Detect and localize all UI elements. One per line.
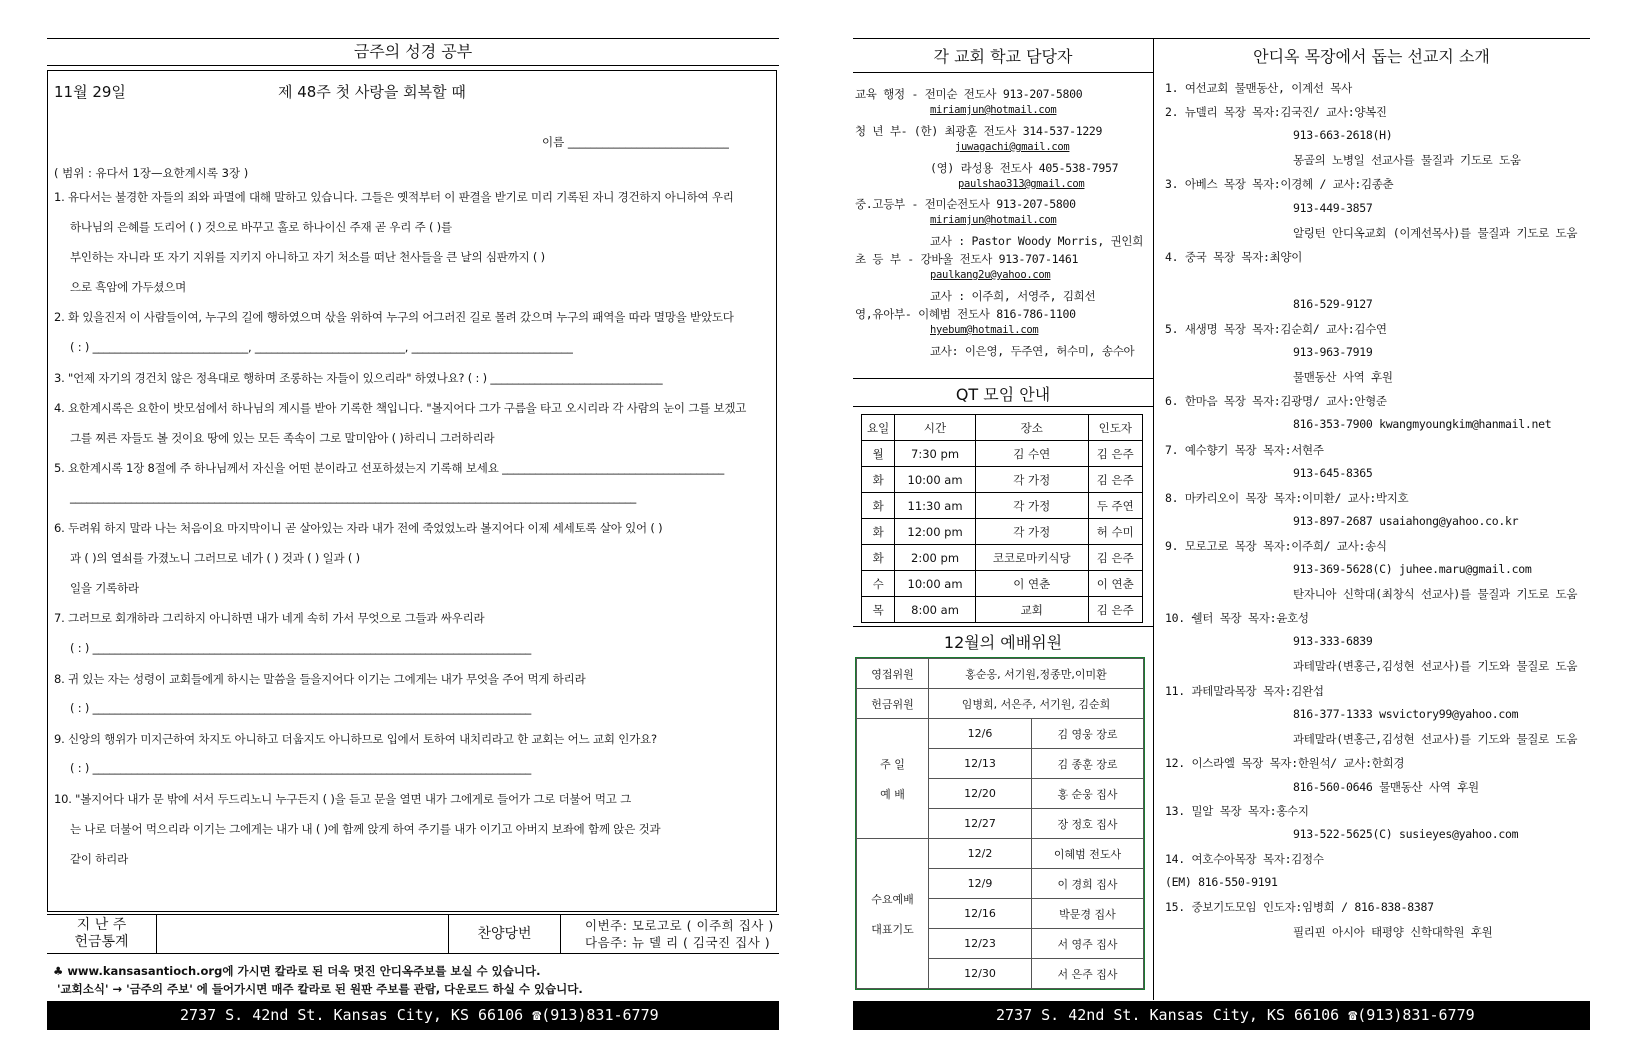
address-footer: 2737 S. 42nd St. Kansas City, KS 66106 ☎(913)831-6779 xyxy=(47,1001,779,1030)
study-date: 11월 29일 xyxy=(54,83,126,101)
mission-line: 물맨동산 사역 후원 xyxy=(1293,370,1393,385)
bible-study-heading: 금주의 성경 공부 xyxy=(47,38,779,66)
table-row xyxy=(862,467,1143,493)
study-scope: ( 범위 : 유다서 1장—요한계시록 3장 ) xyxy=(54,166,249,180)
table-row xyxy=(857,839,1144,869)
study-title: 제 48주 첫 사랑을 회복할 때 xyxy=(278,83,466,101)
question-line: 부인하는 자니라 또 자기 지위를 지키지 아니하고 자기 처소를 떠난 천사들을 큰 날의 심판까지 ( ) xyxy=(70,250,545,265)
offering-stats-value xyxy=(157,915,449,953)
qt-cell: 각 가정 xyxy=(975,493,1088,519)
mission-line: 8. 마카리오이 목장 목자:이미환/ 교사:박지호 xyxy=(1165,490,1409,505)
qt-header-cell: 요일 xyxy=(862,415,895,441)
service-date: 12/23 xyxy=(929,929,1032,959)
service-date: 12/9 xyxy=(929,869,1032,899)
qt-header-cell: 장소 xyxy=(975,415,1088,441)
question-line: 4. 요한계시록은 요한이 밧모섬에서 하나님의 계시를 받아 기록한 책입니다. "볼지어다 그가 구름을 타고 오시리라 각 사람의 눈이 그를 보겠고 xyxy=(54,400,747,415)
choir-next-week: 다음주: 뉴 델 리 ( 김국진 집사 ) xyxy=(585,935,771,950)
staff-line: 초 등 부 - 강바울 전도사 913-707-1461 xyxy=(855,252,1079,266)
mission-line: 필리핀 아시아 태평양 신학대학원 후원 xyxy=(1293,924,1493,939)
mission-line: 과테말라(변홍근,김성현 선교사)를 기도와 물질로 도움 xyxy=(1293,731,1578,746)
sunday-service-label-line1: 주 일 xyxy=(880,757,905,771)
mission-line: 탄자니아 신학대(최창식 선교사)를 물질과 기도로 도움 xyxy=(1293,587,1578,602)
prayer-leader: 홍 순웅 집사 xyxy=(1032,779,1144,809)
question-line: 6. 두려워 하지 말라 나는 처음이요 마지막이니 곧 살아있는 자라 내가 전에 죽었었노라 볼지어다 이제 세세토록 살아 있어 ( ) xyxy=(54,521,663,536)
question-line: ( : ) _______________________________________________________________________________ xyxy=(70,640,532,655)
staff-line: 교육 행정 - 전미순 전도사 913-207-5800 xyxy=(855,87,1083,101)
mission-line: 913-963-7919 xyxy=(1293,345,1373,360)
table-header-row xyxy=(862,415,1143,441)
question-line: 하나님의 은혜를 도리어 ( ) 것으로 바꾸고 홀로 하나이신 주재 곧 우리 주 ( )를 xyxy=(70,220,452,235)
mission-line: 3. 아베스 목장 목자:이경헤 / 교사:김종춘 xyxy=(1165,177,1394,192)
offering-label-line1: 지 난 주 xyxy=(76,917,127,933)
offering-label: 헌금위원 xyxy=(857,689,929,719)
name-field: 이름 ____________________________ xyxy=(542,135,729,149)
question-line: 같이 하리라 xyxy=(70,852,128,867)
question-line: 과 ( )의 열쇠를 가졌노니 그러므로 네가 ( ) 것과 ( ) 일과 ( ) xyxy=(70,551,360,566)
mission-line: 816-560-0646 물맨동산 사역 후원 xyxy=(1293,779,1479,794)
wednesday-service-label-line1: 수요예배 xyxy=(871,892,914,906)
qt-cell: 화 xyxy=(862,467,895,493)
prayer-leader: 서 영주 집사 xyxy=(1032,929,1144,959)
question-line: 는 나로 더불어 먹으리라 이기는 그에게는 내가 내 ( )에 함께 앉게 하여 주기를 내가 이기고 아버지 보좌에 함께 앉은 것과 xyxy=(70,822,661,837)
mission-line: 816-529-9127 xyxy=(1293,296,1373,311)
staff-line: 청 년 부- (한) 최광훈 전도사 314-537-1229 xyxy=(855,124,1103,138)
website-notice: ♣ www.kansasantioch.org에 가시면 칼라로 된 더욱 멋진 안디옥주보를 보실 수 있습니다. xyxy=(53,964,541,978)
qt-cell: 7:30 pm xyxy=(895,441,976,467)
wednesday-service-label-line2: 대표기도 xyxy=(871,922,914,936)
qt-cell: 이 연춘 xyxy=(1088,571,1142,597)
mission-line: 913-333-6839 xyxy=(1293,634,1373,649)
prayer-leader: 장 정호 집사 xyxy=(1032,809,1144,839)
question-line: 2. 화 있을진저 이 사람들이여, 누구의 길에 행하였으며 삯을 위하여 누구의 어그러진 길로 몰려 갔으며 누구의 패역을 따라 멸망을 받았도다 xyxy=(54,310,734,325)
question-line: 10. "볼지어다 내가 문 밖에 서서 두드리노니 누구든지 ( )을 듣고 문을 열면 내가 그에게로 들어가 그로 더불어 먹고 그 xyxy=(54,792,631,806)
mission-line: 6. 한마음 목장 목자:김광명/ 교사:안형준 xyxy=(1165,394,1387,409)
table-row xyxy=(862,519,1143,545)
qt-header-cell: 인도자 xyxy=(1088,415,1142,441)
qt-cell: 화 xyxy=(862,493,895,519)
mission-line: 2. 뉴델리 목장 목자:김국진/ 교사:양복진 xyxy=(1165,105,1387,120)
qt-cell: 8:00 am xyxy=(895,597,976,623)
table-row xyxy=(862,493,1143,519)
mission-line: 15. 중보기도모임 인도자:임병희 / 816-838-8387 xyxy=(1165,900,1434,915)
qt-cell: 허 수미 xyxy=(1088,519,1142,545)
mission-line: 7. 예수향기 목장 목자:서현주 xyxy=(1165,442,1324,457)
qt-cell: 두 주연 xyxy=(1088,493,1142,519)
question-line: 일을 기록하라 xyxy=(70,581,139,596)
prayer-leader: 김 종훈 장로 xyxy=(1032,749,1144,779)
qt-cell: 김 은주 xyxy=(1088,545,1142,571)
choir-this-week: 이번주: 모로고로 ( 이주희 집사 ) xyxy=(585,918,774,933)
mission-line: (EM) 816-550-9191 xyxy=(1165,875,1278,890)
qt-cell: 화 xyxy=(862,519,895,545)
question-line: ( : ) ____________________________, ___________________________, _____________________________ xyxy=(70,339,573,354)
mission-line: 913-645-8365 xyxy=(1293,465,1373,480)
staff-line: 교사 : Pastor Woody Morris, 권인희 xyxy=(930,234,1144,248)
table-row xyxy=(862,571,1143,597)
question-line: 1. 유다서는 불경한 자들의 죄와 파멸에 대해 말하고 있습니다. 그들은 옛적부터 이 판결을 받기로 미리 기록된 자니 경건하지 아니하여 우리 xyxy=(54,190,734,204)
prayer-leader: 박문경 집사 xyxy=(1032,899,1144,929)
wednesday-service-label xyxy=(857,839,929,989)
offering-names: 임병희, 서은주, 서기원, 김순희 xyxy=(929,689,1144,719)
greeters-label: 영접위원 xyxy=(857,659,929,689)
mission-line: 9. 모로고로 목장 목자:이주희/ 교사:송식 xyxy=(1165,538,1387,553)
staff-email: miriamjun@hotmail.com xyxy=(930,214,1057,226)
mission-line: 816-377-1333 wsvictory99@yahoo.com xyxy=(1293,706,1519,721)
offering-label-line2: 헌금통계 xyxy=(74,934,129,950)
mission-line: 913-449-3857 xyxy=(1293,200,1373,215)
table-row xyxy=(862,545,1143,571)
table-row xyxy=(857,719,1144,749)
qt-cell: 10:00 am xyxy=(895,571,976,597)
qt-table xyxy=(861,414,1143,623)
mission-line: 10. 쉘터 목장 목자:윤호성 xyxy=(1165,611,1309,626)
staff-email: hyebum@hotmail.com xyxy=(930,324,1039,336)
qt-cell: 김 은주 xyxy=(1088,441,1142,467)
staff-line: 교사 : 이주희, 서영주, 김희선 xyxy=(930,289,1096,303)
prayer-leader: 서 은주 집사 xyxy=(1032,959,1144,989)
qt-cell: 2:00 pm xyxy=(895,545,976,571)
staff-line: 중.고등부 - 전미순전도사 913-207-5800 xyxy=(855,197,1076,211)
mission-line: 몽골의 노병일 선교사를 물질과 기도로 도움 xyxy=(1293,153,1521,168)
qt-cell: 각 가정 xyxy=(975,467,1088,493)
staff-line: 교사: 이은영, 두주연, 허수미, 송수아 xyxy=(930,344,1135,358)
mission-line: 13. 밀알 목장 목자:홍수지 xyxy=(1165,804,1309,818)
qt-cell: 목 xyxy=(862,597,895,623)
qt-cell: 10:00 am xyxy=(895,467,976,493)
table-row xyxy=(857,659,1144,689)
prayer-leader: 이혜범 전도사 xyxy=(1032,839,1144,869)
staff-email: paulkang2u@yahoo.com xyxy=(930,269,1051,281)
qt-cell: 김 수연 xyxy=(975,441,1088,467)
question-line: 으로 흑암에 가두셨으며 xyxy=(70,280,186,295)
question-line: 그를 찌른 자들도 볼 것이요 땅에 있는 모든 족속이 그로 말미암아 ( )하리니 그러하리라 xyxy=(70,430,495,445)
worship-top-rule xyxy=(853,626,1153,627)
mission-line: 과테말라(변홍근,김성현 선교사)를 기도와 물질로 도움 xyxy=(1293,659,1578,674)
qt-cell: 화 xyxy=(862,545,895,571)
mission-line: 913-369-5628(C) juhee.maru@gmail.com xyxy=(1293,562,1532,576)
qt-cell: 교회 xyxy=(975,597,1088,623)
column-divider xyxy=(1153,38,1154,1000)
table-row xyxy=(862,597,1143,623)
prayer-leader: 이 경희 집사 xyxy=(1032,869,1144,899)
qt-cell: 11:30 am xyxy=(895,493,976,519)
mission-line: 11. 과테말라목장 목자:김완섭 xyxy=(1165,683,1324,698)
mission-line: 12. 이스라엘 목장 목자:한원석/ 교사:한희경 xyxy=(1165,755,1405,770)
qt-cell: 김 은주 xyxy=(1088,467,1142,493)
worship-table-frame xyxy=(855,657,1145,990)
mission-line: 913-897-2687 usaiahong@yahoo.co.kr xyxy=(1293,513,1519,528)
choir-duty-label: 찬양당번 xyxy=(449,915,561,953)
service-date: 12/2 xyxy=(929,839,1032,869)
mission-line: 4. 중국 목장 목자:최양이 xyxy=(1165,249,1303,264)
staff-email: juwagachi@gmail.com xyxy=(955,141,1070,153)
mission-line: 913-663-2618(H) xyxy=(1293,128,1393,143)
service-date: 12/16 xyxy=(929,899,1032,929)
staff-heading-rule xyxy=(853,72,1153,73)
sunday-service-label xyxy=(857,719,929,839)
qt-title: QT 모임 안내 xyxy=(955,385,1051,404)
spacer xyxy=(857,907,928,921)
worship-table xyxy=(856,658,1144,989)
mission-line: 1. 여선교회 물맨동산, 이계선 목사 xyxy=(1165,81,1352,95)
service-date: 12/30 xyxy=(929,959,1032,989)
question-line: 7. 그러므로 회개하라 그리하지 아니하면 내가 네게 속히 가서 무엇으로 그들과 싸우리라 xyxy=(54,611,485,626)
qt-cell: 코코로마키식당 xyxy=(975,545,1088,571)
mission-line: 14. 여호수아목장 목자:김정수 xyxy=(1165,852,1324,867)
qt-cell: 김 은주 xyxy=(1088,597,1142,623)
question-line: ( : ) _______________________________________________________________________________ xyxy=(70,760,532,775)
worship-title: 12월의 예배위원 xyxy=(943,633,1063,652)
mission-line: 816-353-7900 kwangmyoungkim@hanmail.net xyxy=(1293,417,1552,432)
offering-stats-label xyxy=(47,915,157,953)
qt-heading-rule xyxy=(853,406,1153,407)
qt-cell: 각 가정 xyxy=(975,519,1088,545)
question-line: ( : ) _______________________________________________________________________________ xyxy=(70,700,532,715)
question-line: 8. 귀 있는 자는 성령이 교회들에게 하시는 말씀을 들을지어다 이기는 그에게는 내가 무엇을 주어 먹게 하리라 xyxy=(54,671,586,686)
question-line: 9. 신앙의 행위가 미지근하여 차지도 아니하고 더웁지도 아니하므로 입에서 토하여 내치리라고 한 교회는 어느 교회 인가요? xyxy=(54,731,657,746)
table-row xyxy=(857,689,1144,719)
qt-header-cell: 시간 xyxy=(895,415,976,441)
staff-line: 영,유아부- 이혜범 전도사 816-786-1100 xyxy=(855,307,1076,321)
staff-email: miriamjun@hotmail.com xyxy=(930,104,1057,116)
missions-heading: 안디옥 목장에서 돕는 선교지 소개 xyxy=(1253,47,1490,66)
greeters-names: 홍순옹, 서기원,정종만,이미환 xyxy=(929,659,1144,689)
staff-heading: 각 교회 학교 담당자 xyxy=(933,47,1073,66)
staff-email: paulshao313@gmail.com xyxy=(958,178,1085,190)
qt-cell: 월 xyxy=(862,441,895,467)
bible-study-box xyxy=(47,70,777,912)
sunday-service-label-line2: 예 배 xyxy=(880,787,905,801)
top-rule xyxy=(853,38,1590,39)
question-line: 5. 요한계시록 1장 8절에 주 하나님께서 자신을 어떤 분이라고 선포하셨는지 기록해 보세요 ________________________________________ xyxy=(54,460,725,475)
prayer-leader: 김 영웅 장로 xyxy=(1032,719,1144,749)
question-line: ______________________________________________________________________________________________________ xyxy=(70,490,637,504)
spacer xyxy=(857,772,928,786)
service-date: 12/27 xyxy=(929,809,1032,839)
table-row xyxy=(862,441,1143,467)
service-date: 12/20 xyxy=(929,779,1032,809)
mission-line: 알링턴 안디옥교회 (이계선목사)를 물질과 기도로 도움 xyxy=(1293,225,1578,240)
choir-duty-schedule xyxy=(561,915,779,953)
mission-line: 5. 새생명 목장 목자:김순희/ 교사:김수연 xyxy=(1165,322,1387,336)
qt-cell: 이 연춘 xyxy=(975,571,1088,597)
qt-top-rule xyxy=(853,378,1153,379)
offering-choir-row xyxy=(47,914,779,954)
service-date: 12/13 xyxy=(929,749,1032,779)
address-footer: 2737 S. 42nd St. Kansas City, KS 66106 ☎(913)831-6779 xyxy=(853,1001,1590,1030)
qt-cell: 12:00 pm xyxy=(895,519,976,545)
mission-line: 913-522-5625(C) susieyes@yahoo.com xyxy=(1293,827,1519,842)
service-date: 12/6 xyxy=(929,719,1032,749)
qt-cell: 수 xyxy=(862,571,895,597)
question-line: 3. "언제 자기의 경건치 않은 정욕대로 행하며 조롱하는 자들이 있으리라" 하였나요? ( : ) _______________________________ xyxy=(54,370,663,385)
staff-line: (영) 라성용 전도사 405-538-7957 xyxy=(930,161,1119,175)
download-notice: '교회소식' → '금주의 주보' 에 들어가시면 매주 칼라로 된 원판 주보를 관람, 다운로드 하실 수 있습니다. xyxy=(57,982,583,996)
